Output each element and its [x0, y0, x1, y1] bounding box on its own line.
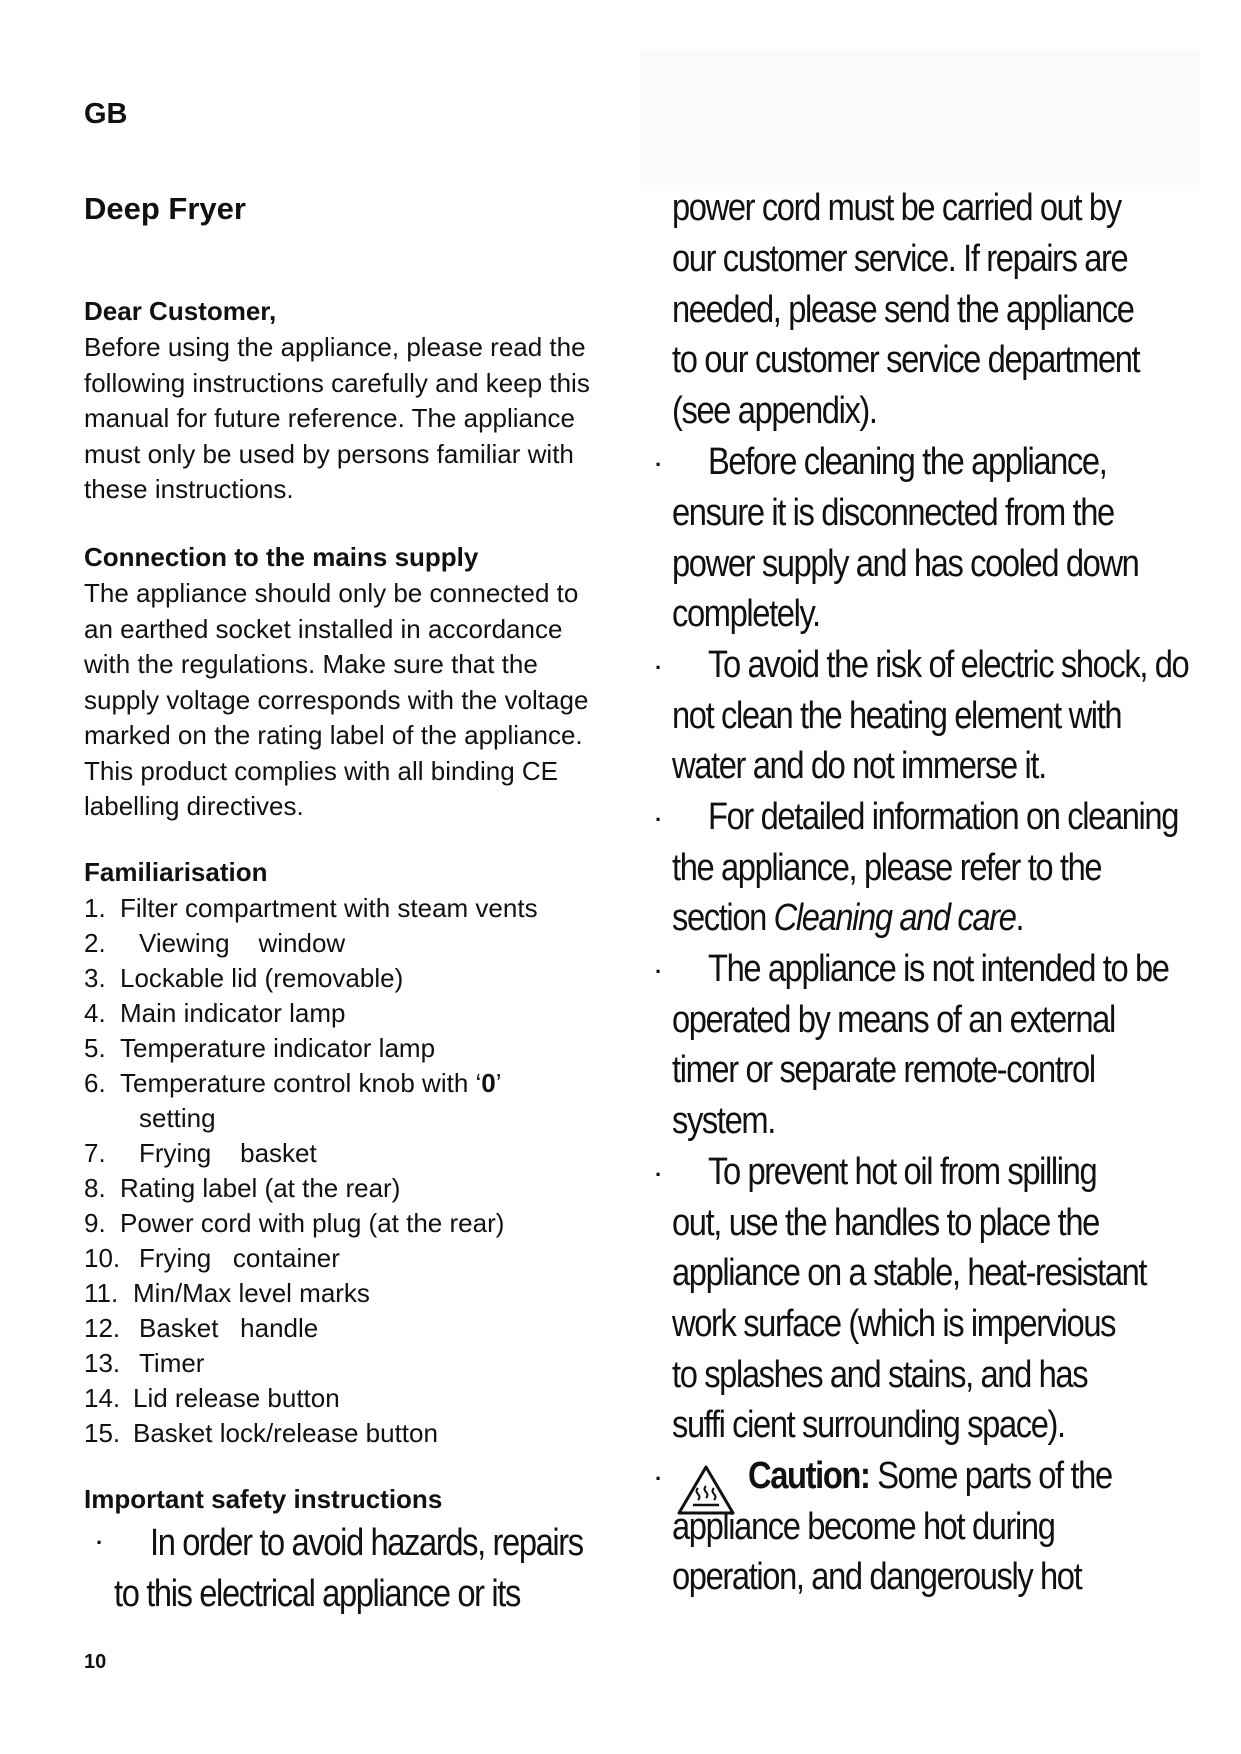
list-item: 2. Viewing window — [84, 928, 346, 958]
safety-line: system. — [672, 1100, 775, 1142]
safety-line: operated by means of an external — [672, 999, 1115, 1041]
safety-line: completely. — [672, 593, 820, 635]
bullet-icon: · — [655, 452, 663, 477]
safety-line: (see appendix). — [672, 390, 877, 432]
bullet-icon: · — [655, 1466, 663, 1491]
bullet-icon: · — [96, 1530, 104, 1555]
bullet-icon: · — [655, 1162, 663, 1187]
safety-line: To avoid the risk of electric shock, do — [708, 644, 1189, 686]
bullet-icon: · — [655, 807, 663, 832]
safety-heading: Important safety instructions — [84, 1484, 443, 1514]
page-number: 10 — [84, 1651, 107, 1673]
safety-line: to our customer service department — [672, 339, 1140, 381]
list-item: 6. Temperature control knob with ‘0’ — [84, 1068, 502, 1098]
page-title: Deep Fryer — [84, 191, 246, 226]
list-item: 7. Frying basket — [84, 1138, 317, 1168]
safety-line: For detailed information on cleaning — [708, 796, 1179, 838]
list-item: 12. Basket handle — [84, 1313, 319, 1343]
intro-heading: Dear Customer, — [84, 296, 277, 326]
mains-line: marked on the rating label of the appliance. — [84, 720, 583, 750]
safety-line: needed, please send the appliance — [672, 289, 1134, 331]
list-item: 13. Timer — [84, 1348, 205, 1378]
mains-line: labelling directives. — [84, 791, 304, 821]
safety-line: ensure it is disconnected from the — [672, 492, 1114, 534]
safety-line: the appliance, please refer to the — [672, 847, 1102, 889]
mains-line: supply voltage corresponds with the voltage — [84, 684, 589, 715]
safety-line: power cord must be carried out by — [672, 187, 1121, 229]
safety-line: suffi cient surrounding space). — [672, 1404, 1065, 1446]
list-item: 10. Frying container — [84, 1243, 340, 1273]
mains-line: This product complies with all binding CE — [84, 755, 558, 786]
safety-line: In order to avoid hazards, repairs — [150, 1522, 583, 1564]
list-item: 1. Filter compartment with steam vents — [84, 893, 538, 923]
safety-line: not clean the heating element with — [672, 695, 1122, 737]
bullet-icon: · — [655, 959, 663, 984]
scan-shading — [640, 50, 1200, 185]
list-item: 15. Basket lock/release button — [84, 1418, 438, 1448]
safety-line: to splashes and stains, and has — [672, 1354, 1088, 1396]
mains-line: with the regulations. Make sure that the — [84, 649, 538, 679]
safety-line: Caution: Some parts of the — [748, 1455, 1112, 1497]
intro-line: following instructions carefully and keep this — [84, 367, 590, 398]
safety-line: work surface (which is impervious — [672, 1303, 1116, 1345]
safety-line: water and do not immerse it. — [672, 745, 1046, 787]
list-item: 11. Min/Max level marks — [84, 1278, 370, 1308]
intro-paragraph — [84, 330, 590, 508]
caution-label: Caution: — [748, 1455, 870, 1497]
safety-line: The appliance is not intended to be — [708, 948, 1169, 990]
safety-line: timer or separate remote-control — [672, 1049, 1095, 1091]
list-item: setting — [139, 1103, 216, 1133]
safety-line: power supply and has cooled down — [672, 543, 1139, 585]
intro-line: these instructions. — [84, 474, 294, 504]
intro-line: must only be used by persons familiar with — [84, 438, 574, 469]
intro-line: Before using the appliance, please read the — [84, 332, 586, 362]
safety-line: section Cleaning and care. — [672, 897, 1024, 939]
safety-line: appliance become hot during — [672, 1506, 1055, 1548]
section-reference: Cleaning and care — [773, 897, 1016, 939]
list-item: 3. Lockable lid (removable) — [84, 963, 404, 993]
language-code: GB — [84, 98, 128, 130]
list-item: 5. Temperature indicator lamp — [84, 1033, 436, 1063]
safety-line: to this electrical appliance or its — [114, 1573, 520, 1615]
safety-line: appliance on a stable, heat-resistant — [672, 1252, 1147, 1294]
safety-line: our customer service. If repairs are — [672, 238, 1128, 280]
mains-line: The appliance should only be connected to — [84, 578, 579, 608]
mains-paragraph — [84, 576, 588, 825]
list-item: 9. Power cord with plug (at the rear) — [84, 1208, 505, 1238]
safety-line: To prevent hot oil from spilling — [708, 1151, 1097, 1193]
list-item: 4. Main indicator lamp — [84, 998, 346, 1028]
safety-line: operation, and dangerously hot — [672, 1556, 1082, 1598]
intro-line: manual for future reference. The appliance — [84, 403, 575, 433]
safety-line: out, use the handles to place the — [672, 1202, 1099, 1244]
bullet-icon: · — [655, 655, 663, 680]
familiarisation-heading: Familiarisation — [84, 857, 268, 887]
mains-line: an earthed socket installed in accordance — [84, 613, 563, 644]
list-item: 14. Lid release button — [84, 1383, 340, 1413]
safety-line: Before cleaning the appliance, — [708, 441, 1107, 483]
mains-heading: Connection to the mains supply — [84, 542, 479, 572]
list-item: 8. Rating label (at the rear) — [84, 1173, 401, 1203]
